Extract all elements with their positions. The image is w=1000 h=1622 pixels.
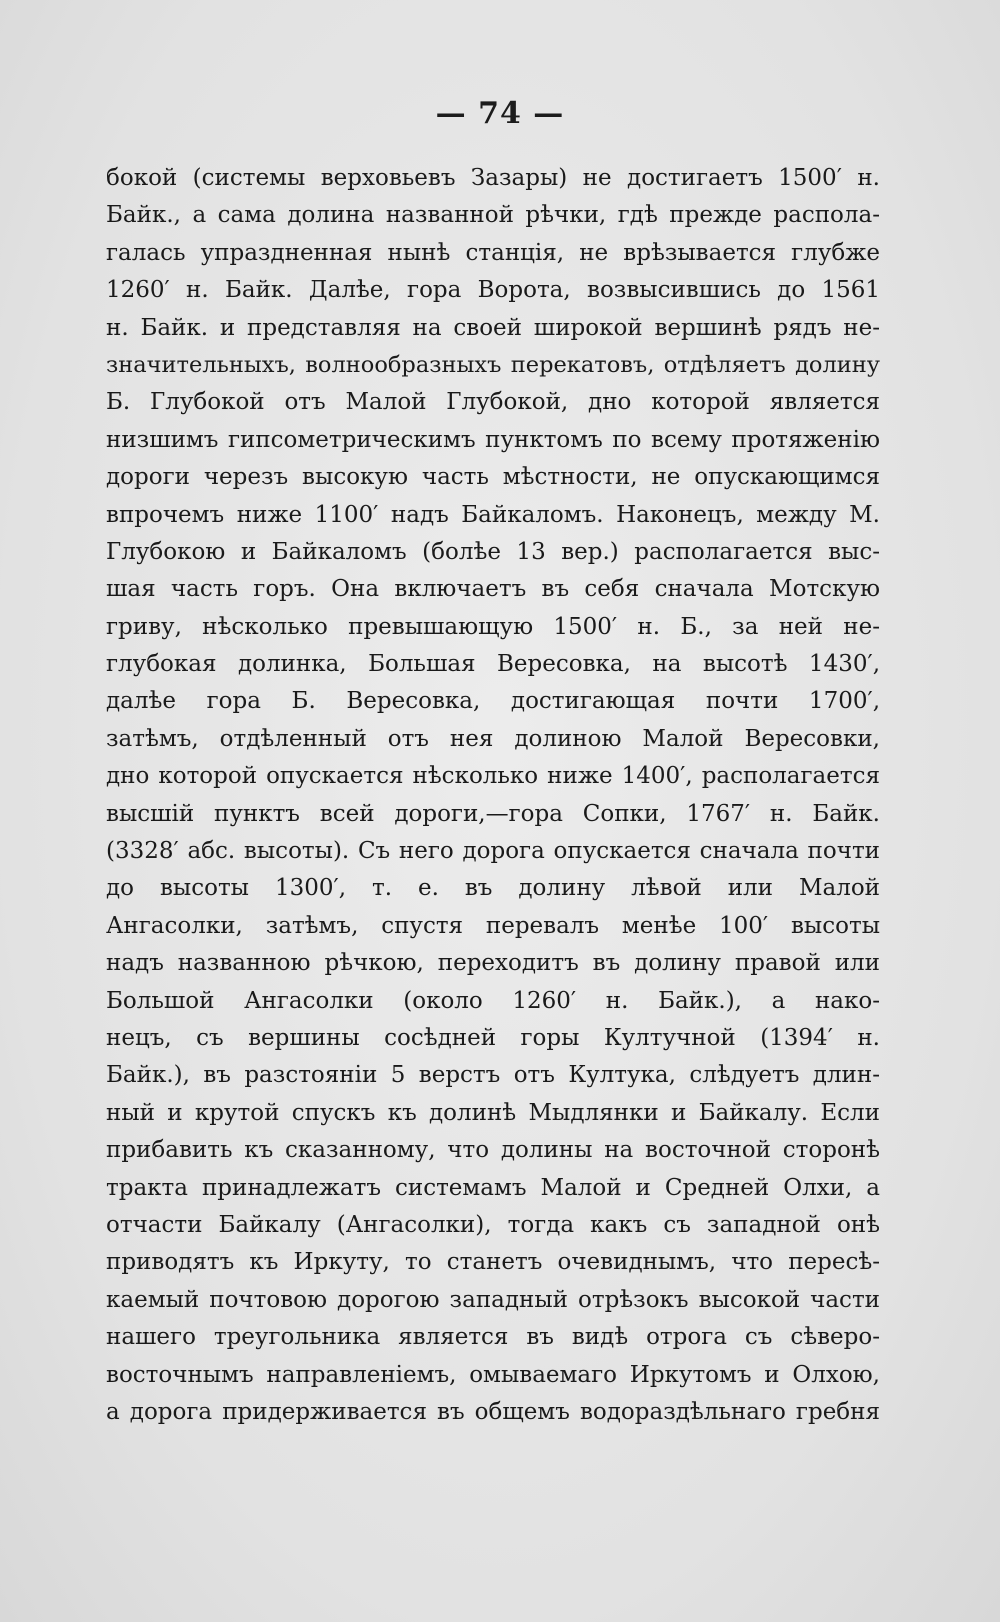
text-line: глубокая долинка, Большая Вересовка, на высотѣ 1430′,: [106, 651, 880, 678]
text-line: (3328′ абс. высоты). Съ него дорога опускается сначала почти: [106, 838, 880, 865]
text-line: дороги черезъ высокую часть мѣстности, не опускающимся: [106, 464, 880, 491]
text-line: Байк., а сама долина названной рѣчки, гдѣ прежде распола-: [106, 202, 880, 229]
text-line: приводятъ къ Иркуту, то станетъ очевиднымъ, что пересѣ-: [106, 1249, 880, 1276]
text-line: тракта принадлежатъ системамъ Малой и Средней Олхи, а: [106, 1174, 880, 1201]
text-line: бокой (системы верховьевъ Зазары) не достигаетъ 1500′ н.: [106, 165, 880, 191]
text-line: надъ названною рѣчкою, переходитъ въ долину правой или: [106, 950, 880, 977]
text-line: 1260′ н. Байк. Далѣе, гора Ворота, возвысившись до 1561: [106, 277, 880, 304]
text-line: нашего треугольника является въ видѣ отрога съ сѣверо-: [106, 1324, 880, 1351]
body-text: [106, 160, 880, 1431]
text-line: до высоты 1300′, т. е. въ долину лѣвой или Малой: [106, 875, 880, 902]
text-line: затѣмъ, отдѣленный отъ нея долиною Малой Вересовки,: [106, 725, 880, 752]
text-line: Ангасолки, затѣмъ, спустя перевалъ менѣе 100′ высоты: [106, 912, 880, 939]
text-line: каемый почтовою дорогою западный отрѣзокъ высокой части: [106, 1286, 880, 1313]
text-line: гриву, нѣсколько превышающую 1500′ н. Б., за ней не-: [106, 613, 880, 640]
text-line: Большой Ангасолки (около 1260′ н. Байк.), а нако-: [106, 987, 880, 1014]
text-line: низшимъ гипсометрическимъ пунктомъ по всему протяженію: [106, 426, 880, 453]
text-line: а дорога придерживается въ общемъ водораздѣльнаго гребня: [106, 1398, 880, 1425]
text-line: ный и крутой спускъ къ долинѣ Мыдлянки и Байкалу. Если: [106, 1099, 880, 1126]
text-line: галась упраздненная нынѣ станція, не врѣзывается глубже: [106, 239, 880, 266]
text-line: далѣе гора Б. Вересовка, достигающая почти 1700′,: [106, 688, 880, 715]
text-line: отчасти Байкалу (Ангасолки), тогда какъ съ западной онѣ: [106, 1211, 880, 1238]
text-line: Б. Глубокой отъ Малой Глубокой, дно которой является: [106, 389, 880, 416]
text-line: шая часть горъ. Она включаетъ въ себя сначала Мотскую: [106, 576, 880, 603]
text-line: прибавить къ сказанному, что долины на восточной сторонѣ: [106, 1137, 880, 1164]
text-line: впрочемъ ниже 1100′ надъ Байкаломъ. Наконецъ, между М.: [106, 501, 880, 528]
text-line: Глубокою и Байкаломъ (болѣе 13 вер.) располагается выс-: [106, 538, 880, 565]
text-line: значительныхъ, волнообразныхъ перекатовъ, отдѣляетъ долину: [106, 351, 880, 378]
text-line: дно которой опускается нѣсколько ниже 1400′, располагается: [106, 763, 880, 790]
text-line: высшій пунктъ всей дороги,—гора Сопки, 1767′ н. Байк.: [106, 800, 880, 827]
text-line: нецъ, съ вершины сосѣдней горы Култучной (1394′ н.: [106, 1024, 880, 1051]
text-line: н. Байк. и представляя на своей широкой вершинѣ рядъ не-: [106, 314, 880, 341]
text-line: восточнымъ направленіемъ, омываемаго Иркутомъ и Олхою,: [106, 1361, 880, 1388]
text-line: Байк.), въ разстояніи 5 верстъ отъ Култука, слѣдуетъ длин-: [106, 1062, 880, 1089]
page-number: — 74 —: [435, 96, 565, 131]
